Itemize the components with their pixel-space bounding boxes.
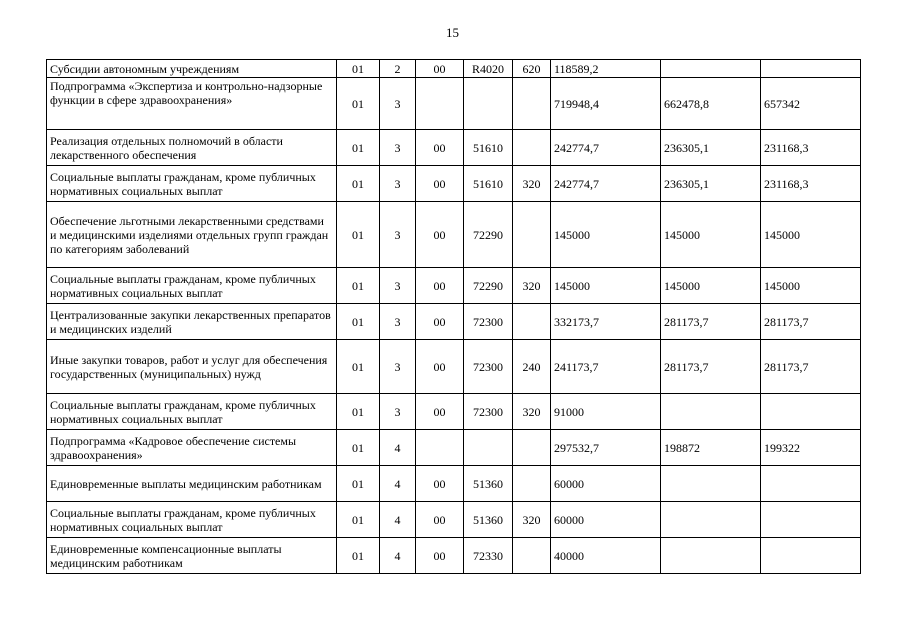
amount-cell: 198872: [661, 430, 761, 466]
code-cell: 240: [513, 340, 551, 394]
code-cell: 2: [380, 60, 416, 78]
code-cell: [464, 78, 513, 130]
amount-cell: 145000: [551, 202, 661, 268]
code-cell: 3: [380, 304, 416, 340]
table-row: [47, 394, 861, 430]
code-cell: 620: [513, 60, 551, 78]
amount-cell: [661, 394, 761, 430]
row-name: Единовременные выплаты медицинским работникам: [47, 466, 337, 502]
amount-cell: 719948,4: [551, 78, 661, 130]
budget-table: [46, 59, 861, 574]
amount-cell: 236305,1: [661, 130, 761, 166]
row-name: Социальные выплаты гражданам, кроме публичных нормативных социальных выплат: [47, 166, 337, 202]
code-cell: 4: [380, 502, 416, 538]
table-row: [47, 166, 861, 202]
page-number: 15: [446, 25, 459, 40]
code-cell: 01: [337, 430, 380, 466]
code-cell: 01: [337, 340, 380, 394]
code-cell: 01: [337, 502, 380, 538]
code-cell: 01: [337, 166, 380, 202]
code-cell: 01: [337, 130, 380, 166]
amount-cell: 297532,7: [551, 430, 661, 466]
code-cell: 3: [380, 394, 416, 430]
amount-cell: [761, 502, 861, 538]
code-cell: 01: [337, 466, 380, 502]
code-cell: 01: [337, 202, 380, 268]
code-cell: 00: [416, 502, 464, 538]
code-cell: 3: [380, 78, 416, 130]
code-cell: 72300: [464, 394, 513, 430]
amount-cell: 91000: [551, 394, 661, 430]
amount-cell: 145000: [661, 202, 761, 268]
code-cell: [513, 304, 551, 340]
row-name: Реализация отдельных полномочий в области лекарственного обеспечения: [47, 130, 337, 166]
code-cell: 3: [380, 202, 416, 268]
code-cell: 72290: [464, 202, 513, 268]
code-cell: [513, 202, 551, 268]
table-row: [47, 130, 861, 166]
code-cell: 3: [380, 268, 416, 304]
amount-cell: 242774,7: [551, 130, 661, 166]
row-name: Субсидии автономным учреждениям: [47, 60, 337, 78]
amount-cell: 145000: [551, 268, 661, 304]
code-cell: 72290: [464, 268, 513, 304]
amount-cell: 657342: [761, 78, 861, 130]
row-name: Социальные выплаты гражданам, кроме публичных нормативных социальных выплат: [47, 394, 337, 430]
code-cell: 3: [380, 130, 416, 166]
row-name: Социальные выплаты гражданам, кроме публичных нормативных социальных выплат: [47, 502, 337, 538]
code-cell: 00: [416, 60, 464, 78]
amount-cell: [761, 538, 861, 574]
table-row: [47, 538, 861, 574]
amount-cell: 236305,1: [661, 166, 761, 202]
code-cell: 00: [416, 466, 464, 502]
amount-cell: 145000: [761, 268, 861, 304]
code-cell: 320: [513, 268, 551, 304]
amount-cell: 231168,3: [761, 166, 861, 202]
amount-cell: 145000: [761, 202, 861, 268]
code-cell: 01: [337, 538, 380, 574]
amount-cell: 242774,7: [551, 166, 661, 202]
code-cell: 51610: [464, 166, 513, 202]
code-cell: 00: [416, 394, 464, 430]
amount-cell: [661, 502, 761, 538]
code-cell: [513, 130, 551, 166]
table-row: [47, 340, 861, 394]
code-cell: 01: [337, 78, 380, 130]
code-cell: [416, 78, 464, 130]
amount-cell: [661, 538, 761, 574]
code-cell: 51360: [464, 502, 513, 538]
code-cell: 00: [416, 268, 464, 304]
amount-cell: 231168,3: [761, 130, 861, 166]
amount-cell: 662478,8: [661, 78, 761, 130]
amount-cell: 281173,7: [761, 304, 861, 340]
code-cell: 72300: [464, 340, 513, 394]
amount-cell: 332173,7: [551, 304, 661, 340]
code-cell: 00: [416, 304, 464, 340]
amount-cell: 281173,7: [661, 340, 761, 394]
code-cell: 4: [380, 430, 416, 466]
table-row: [47, 430, 861, 466]
table-row: [47, 202, 861, 268]
amount-cell: 281173,7: [661, 304, 761, 340]
amount-cell: 199322: [761, 430, 861, 466]
code-cell: 3: [380, 340, 416, 394]
row-name: Социальные выплаты гражданам, кроме публичных нормативных социальных выплат: [47, 268, 337, 304]
code-cell: 00: [416, 538, 464, 574]
code-cell: 01: [337, 394, 380, 430]
table-row: [47, 304, 861, 340]
amount-cell: 145000: [661, 268, 761, 304]
code-cell: [513, 466, 551, 502]
code-cell: 72300: [464, 304, 513, 340]
row-name: Иные закупки товаров, работ и услуг для обеспечения государственных (муниципальных) нужд: [47, 340, 337, 394]
code-cell: 320: [513, 394, 551, 430]
row-name: Централизованные закупки лекарственных препаратов и медицинских изделий: [47, 304, 337, 340]
code-cell: [513, 430, 551, 466]
amount-cell: 60000: [551, 502, 661, 538]
code-cell: 01: [337, 60, 380, 78]
amount-cell: 281173,7: [761, 340, 861, 394]
amount-cell: [761, 466, 861, 502]
code-cell: 00: [416, 130, 464, 166]
code-cell: [513, 538, 551, 574]
code-cell: 3: [380, 166, 416, 202]
table-row: [47, 502, 861, 538]
code-cell: 00: [416, 166, 464, 202]
amount-cell: [661, 466, 761, 502]
table-row: [47, 60, 861, 78]
amount-cell: 118589,2: [551, 60, 661, 78]
code-cell: R4020: [464, 60, 513, 78]
code-cell: 51610: [464, 130, 513, 166]
code-cell: 4: [380, 466, 416, 502]
code-cell: 320: [513, 166, 551, 202]
table-row: [47, 78, 861, 130]
amount-cell: [761, 394, 861, 430]
code-cell: [416, 430, 464, 466]
row-name: Подпрограмма «Экспертиза и контрольно-надзорные функции в сфере здравоохранения»: [47, 78, 337, 130]
row-name: Единовременные компенсационные выплаты медицинским работникам: [47, 538, 337, 574]
table-row: [47, 268, 861, 304]
code-cell: 01: [337, 304, 380, 340]
amount-cell: 40000: [551, 538, 661, 574]
amount-cell: 241173,7: [551, 340, 661, 394]
amount-cell: [761, 60, 861, 78]
amount-cell: 60000: [551, 466, 661, 502]
row-name: Подпрограмма «Кадровое обеспечение системы здравоохранения»: [47, 430, 337, 466]
code-cell: 320: [513, 502, 551, 538]
code-cell: 4: [380, 538, 416, 574]
table-row: [47, 466, 861, 502]
row-name: Обеспечение льготными лекарственными средствами и медицинскими изделиями отдельных групп граждан по категориям заболеваний: [47, 202, 337, 268]
code-cell: [513, 78, 551, 130]
code-cell: 51360: [464, 466, 513, 502]
code-cell: [464, 430, 513, 466]
code-cell: 72330: [464, 538, 513, 574]
code-cell: 00: [416, 202, 464, 268]
code-cell: 01: [337, 268, 380, 304]
code-cell: 00: [416, 340, 464, 394]
amount-cell: [661, 60, 761, 78]
